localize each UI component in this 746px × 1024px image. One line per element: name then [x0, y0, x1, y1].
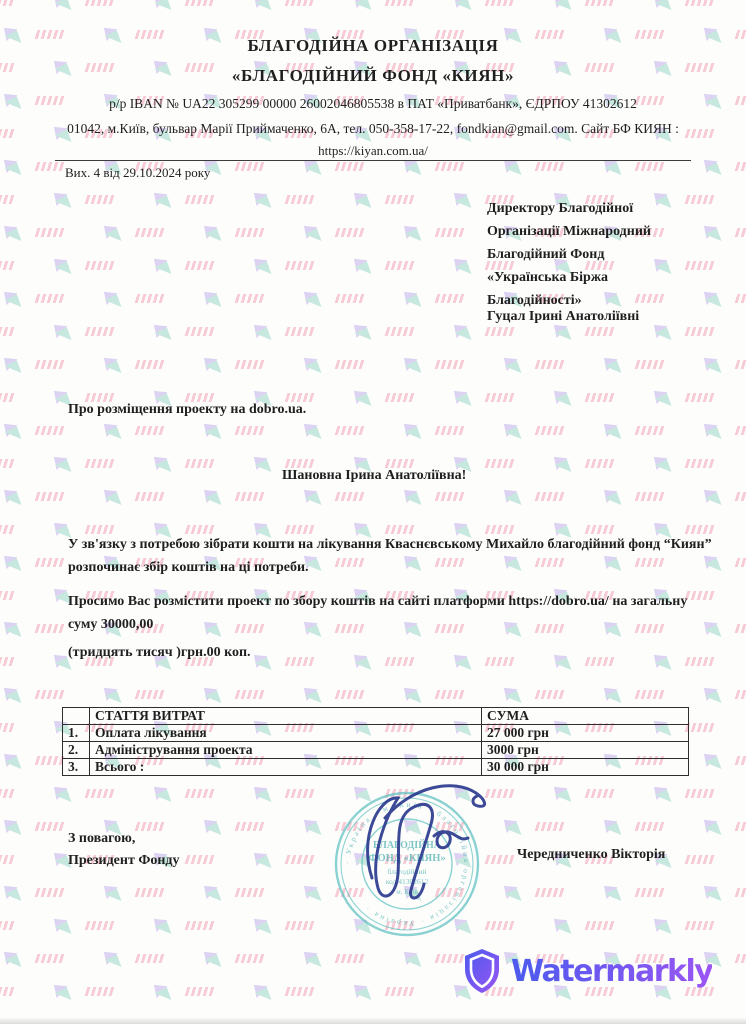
table-header-row — [63, 708, 689, 725]
website-link: https://kiyan.com.ua/ — [318, 143, 428, 158]
org-name-line1: БЛАГОДІЙНА ОРГАНІЗАЦІЯ — [247, 36, 499, 55]
closing-block — [68, 828, 180, 872]
closing-line1: З повагою, — [68, 831, 136, 846]
outgoing-ref-line: Вих. 4 від 29.10.2024 року — [65, 165, 211, 180]
recipient-line: Благодійний Фонд — [487, 247, 605, 262]
stamp-center-line2: ФОНД «КИЯН» — [368, 853, 446, 864]
expenses-table-body — [63, 725, 689, 776]
row-number: 1. — [63, 725, 90, 742]
row-sum: 27 000 грн — [482, 725, 689, 742]
stamp-center-line3: благодійний — [387, 867, 427, 876]
handwritten-signature — [330, 778, 505, 923]
recipient-line: «Українська Біржа — [487, 270, 608, 285]
stamp-rim-text: · Україна · м. Київ · благодійна організація · Україна · — [342, 799, 472, 929]
org-name-line2: «БЛАГОДІЙНИЙ ФОНД «КИЯН» — [231, 66, 515, 85]
row-sum: 30 000 грн — [482, 759, 689, 776]
row-number: 3. — [63, 759, 90, 776]
scan-bottom-edge — [0, 1018, 746, 1024]
table-header-cell: СТАТТЯ ВИТРАТ — [90, 708, 482, 725]
recipient-line: Директору Благодійної — [487, 201, 634, 216]
subject-line: Про розміщення проекту на dobro.ua. — [68, 402, 307, 417]
body-paragraph-1: У зв'язку з потребою зібрати кошти на лікування Кваснєвському Михайло благодійний фонд “Киян” розпочинає збір коштів на ці потреби. — [68, 537, 712, 575]
table-row — [63, 759, 689, 776]
watermarkly-badge — [462, 948, 712, 994]
address-line: 01042, м.Київ, бульвар Марії Приймаченко, 6А, тел. 050-358-17-22, fondkian@gmail.com. Сайт БФ КИЯН : — [67, 121, 679, 136]
table-header-cell — [63, 708, 90, 725]
recipient-line: Благодійності» — [487, 293, 582, 308]
table-header-cell: СУМА — [482, 708, 689, 725]
header-divider — [55, 160, 691, 161]
table-row — [63, 742, 689, 759]
stamp-center-line5: м. Київ — [396, 888, 418, 896]
row-number: 2. — [63, 742, 90, 759]
row-sum: 3000 грн — [482, 742, 689, 759]
signature-stroke-icon — [330, 778, 505, 923]
expenses-table — [62, 707, 689, 776]
body-paragraph-3: (тридцять тисяч )грн.00 коп. — [68, 645, 251, 660]
bank-details-line: р/р IBAN № UA22 305299 00000 26002046805538 в ПАТ «Приватбанк», ЄДРПОУ 41302612 — [109, 96, 637, 111]
recipient-block-lines — [487, 197, 722, 312]
closing-line2: Президент Фонду — [68, 853, 180, 868]
stamp-center-line4: код 41302612 — [385, 877, 429, 886]
expenses-table-container — [62, 707, 689, 776]
row-item: Оплата лікування — [90, 725, 482, 742]
salutation-line: Шановна Ірина Анатоліївна! — [282, 468, 467, 483]
body-paragraph-2: Просимо Вас розмістити проект по збору коштів на сайті платформи https://dobro.ua/ на загальну суму 30000,00 — [68, 594, 688, 632]
row-item: Всього : — [90, 759, 482, 776]
shield-icon — [462, 948, 502, 994]
recipient-name: Гуцал Ірині Анатоліївні — [487, 309, 640, 324]
row-item: Адміністрування проекта — [90, 742, 482, 759]
recipient-line: Організації Міжнародний — [487, 224, 651, 239]
table-row — [63, 725, 689, 742]
watermarkly-label: Watermarkly — [511, 953, 713, 989]
signer-name: Чередниченко Вікторія — [517, 847, 666, 862]
stamp-center-line1: БЛАГОДІЙНА — [373, 840, 441, 851]
